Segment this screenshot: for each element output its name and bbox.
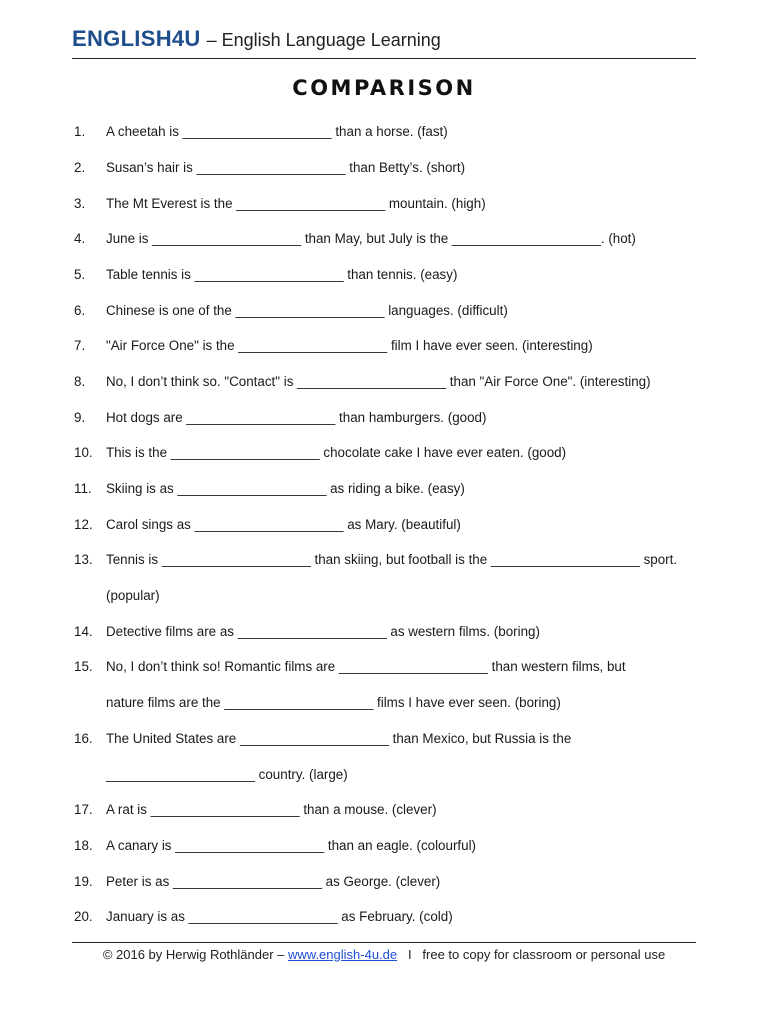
exercise-text: "Air Force One" is the ____________________ film I have ever seen. (interesting) [106, 338, 593, 354]
exercise-number: 7. [74, 338, 86, 354]
exercise-number: 5. [74, 266, 86, 282]
brand-tagline: – English Language Learning [206, 30, 441, 50]
exercise-row [74, 257, 704, 293]
exercise-number: 11. [74, 481, 92, 497]
exercise-text: This is the ____________________ chocolate cake I have ever eaten. (good) [106, 445, 567, 461]
exercise-row [74, 292, 704, 328]
exercise-text: No, I don’t think so. "Contact" is ____________________ than "Air Force One". (interesting) [106, 373, 651, 389]
exercise-number: 18. [74, 837, 93, 853]
exercise-text: Tennis is ____________________ than skiing, but football is the ____________________ sport. [106, 552, 678, 568]
exercise-list [74, 114, 704, 935]
exercise-number: 4. [74, 231, 86, 247]
exercise-text: Chinese is one of the ____________________ languages. (difficult) [106, 302, 508, 318]
exercise-row [74, 114, 704, 150]
exercise-row [74, 221, 704, 257]
exercise-number: 15. [74, 659, 93, 675]
exercise-text: A rat is ____________________ than a mouse. (clever) [106, 802, 437, 818]
exercise-row [74, 471, 704, 507]
exercise-number: 8. [74, 373, 86, 389]
exercise-text: Hot dogs are ____________________ than hamburgers. (good) [106, 409, 487, 425]
exercise-row [74, 578, 704, 614]
exercise-text: Peter is as ____________________ as George. (clever) [106, 873, 441, 889]
copyright-text: © 2016 by Herwig Rothländer – [102, 947, 288, 962]
exercise-text: Detective films are as ____________________ as western films. (boring) [106, 623, 540, 639]
exercise-row [74, 685, 704, 721]
exercise-row [74, 328, 704, 364]
exercise-row [74, 435, 704, 471]
exercise-text: nature films are the ____________________ films I have ever seen. (boring) [106, 695, 561, 711]
exercise-text: ____________________ country. (large) [106, 766, 348, 782]
exercise-row [74, 649, 704, 685]
worksheet-title: COMPARISON [292, 76, 476, 100]
exercise-row [74, 899, 704, 935]
exercise-row [74, 150, 704, 186]
exercise-row [74, 364, 704, 400]
exercise-text: A canary is ____________________ than an eagle. (colourful) [106, 837, 477, 853]
exercise-number: 20. [74, 909, 93, 925]
exercise-number: 14. [74, 623, 93, 639]
exercise-text: June is ____________________ than May, but July is the ____________________. (hot) [106, 231, 636, 247]
exercise-text: Skiing is as ____________________ as riding a bike. (easy) [106, 481, 465, 497]
exercise-text: Carol sings as ____________________ as Mary. (beautiful) [106, 516, 461, 532]
website-link[interactable]: www.english-4u.de [288, 947, 398, 962]
brand-name: ENGLISH4U [72, 26, 201, 51]
exercise-text: January is as ____________________ as February. (cold) [106, 909, 453, 925]
exercise-number: 19. [74, 873, 93, 889]
exercise-number: 17. [74, 802, 93, 818]
exercise-number: 1. [74, 124, 86, 140]
exercise-text: A cheetah is ____________________ than a horse. (fast) [106, 124, 448, 140]
exercise-text: The United States are ____________________ than Mexico, but Russia is the [106, 730, 572, 746]
exercise-row [74, 400, 704, 436]
exercise-row [74, 863, 704, 899]
exercise-text: (popular) [106, 588, 160, 604]
exercise-number: 12. [74, 516, 93, 532]
exercise-text: No, I don’t think so! Romantic films are ____________________ than western films, but [106, 659, 626, 675]
exercise-number: 3. [74, 195, 86, 211]
exercise-row [74, 185, 704, 221]
exercise-row [74, 756, 704, 792]
exercise-text: The Mt Everest is the ____________________ mountain. (high) [106, 195, 486, 211]
exercise-number: 2. [74, 159, 86, 175]
page-footer [72, 942, 696, 962]
exercise-row [74, 721, 704, 757]
exercise-number: 10. [74, 445, 93, 461]
exercise-number: 16. [74, 730, 93, 746]
exercise-row [74, 614, 704, 650]
exercise-text: Table tennis is ____________________ than tennis. (easy) [106, 266, 458, 282]
exercise-row [74, 828, 704, 864]
exercise-text: Susan’s hair is ____________________ than Betty’s. (short) [106, 159, 466, 175]
exercise-row [74, 792, 704, 828]
exercise-number: 9. [74, 409, 86, 425]
license-text: I free to copy for classroom or personal use [397, 947, 666, 962]
page-header [72, 26, 696, 59]
exercise-number: 6. [74, 302, 86, 318]
exercise-row [74, 507, 704, 543]
exercise-row [74, 542, 704, 578]
exercise-number: 13. [74, 552, 93, 568]
